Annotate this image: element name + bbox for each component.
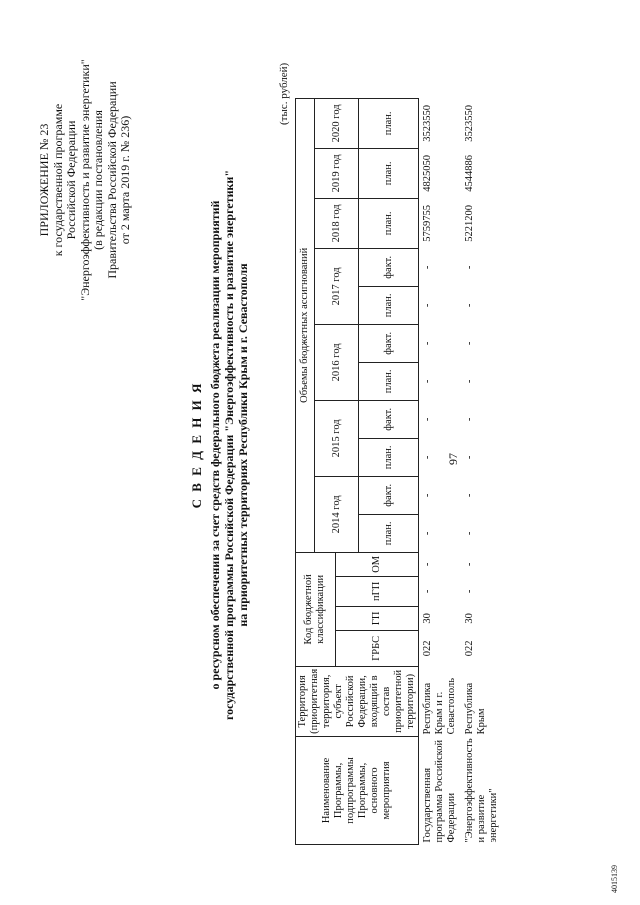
header-gp: ГП xyxy=(335,606,419,630)
header-plan: план. xyxy=(359,362,419,400)
document-code: 4015139 xyxy=(610,865,619,893)
header-pgp: пГП xyxy=(335,576,419,606)
appendix-line: к государственной программе xyxy=(50,103,65,257)
appendix-line: Российской Федерации xyxy=(64,120,78,240)
row-pgp: - xyxy=(464,589,475,594)
row-grbs: 022 xyxy=(464,640,475,657)
header-name: Наименование Программы, подпрограммы Программы, основного мероприятия xyxy=(296,736,419,844)
row-om: - xyxy=(464,562,475,567)
header-code: Код бюджетной классификации xyxy=(296,552,336,666)
header-plan: план. xyxy=(359,286,419,324)
page-number: 97 xyxy=(446,453,460,465)
row-value: - xyxy=(464,455,475,460)
table-row xyxy=(419,98,461,844)
row-value: - xyxy=(422,417,433,422)
header-territory: Территория (приоритетная территория, субъект Российской Федерации, входящий в состав приоритетной территории) xyxy=(296,666,419,736)
appendix-line: от 2 марта 2019 г. № 236) xyxy=(118,115,132,245)
units-note: (тыс. рублей) xyxy=(278,62,290,125)
row-name: Государственная программа Российской Федерации xyxy=(422,739,457,843)
header-fact: факт. xyxy=(359,476,419,514)
row-value: - xyxy=(464,531,475,536)
header-plan: план. xyxy=(359,198,419,248)
header-volumes: Объемы бюджетных ассигнований xyxy=(296,98,315,552)
appendix-line: Правительства Российской Федерации xyxy=(104,81,119,279)
row-value: - xyxy=(464,303,475,308)
row-value: - xyxy=(422,379,433,384)
title-line: о ресурсном обеспечении за счет средств федерального бюджета реализации мероприятий xyxy=(208,200,222,690)
header-year: 2017 год xyxy=(315,248,359,324)
row-value: - xyxy=(464,493,475,498)
row-value: 5221200 xyxy=(464,204,475,242)
row-value: - xyxy=(422,493,433,498)
row-territory: Республика Крым xyxy=(464,682,487,735)
title-line: государственной программы Российской Федерации "Энергоэффективность и развитие энергетики" xyxy=(222,170,236,720)
row-value: - xyxy=(422,531,433,536)
header-plan: план. xyxy=(359,438,419,476)
header-fact: факт. xyxy=(359,324,419,362)
header-year: 2019 год xyxy=(315,148,359,198)
row-name: "Энергоэффективность и развитие энергетики" xyxy=(464,738,499,843)
row-value: - xyxy=(422,265,433,270)
header-fact: факт. xyxy=(359,248,419,286)
row-value: - xyxy=(464,417,475,422)
row-value: - xyxy=(422,341,433,346)
row-grbs: 022 xyxy=(422,640,433,657)
header-year: 2018 год xyxy=(315,198,359,248)
row-om: - xyxy=(422,562,433,567)
title-heading: С В Е Д Е Н И Я xyxy=(189,381,204,509)
header-grbs: ГРБС xyxy=(335,630,419,666)
header-year: 2020 год xyxy=(315,98,359,148)
row-gp: 30 xyxy=(464,613,475,624)
row-value: - xyxy=(422,455,433,460)
appendix-line: "Энергоэффективность и развитие энергетики" xyxy=(77,59,92,301)
row-value: - xyxy=(464,379,475,384)
row-pgp: - xyxy=(422,589,433,594)
row-value: 4544886 xyxy=(464,154,475,192)
title-line: на приоритетных территориях Республики Крым и г. Севастополя xyxy=(236,263,250,627)
header-year: 2016 год xyxy=(315,324,359,400)
row-value: 4825050 xyxy=(422,154,433,192)
header-plan: план. xyxy=(359,98,419,148)
header-plan: план. xyxy=(359,514,419,552)
appendix-block xyxy=(38,15,133,345)
header-fact: факт. xyxy=(359,400,419,438)
appendix-line: ПРИЛОЖЕНИЕ № 23 xyxy=(37,123,51,237)
row-gp: 30 xyxy=(422,613,433,624)
row-value: - xyxy=(464,341,475,346)
table-row xyxy=(461,98,503,844)
header-plan: план. xyxy=(359,148,419,198)
row-territory: Республика Крым и г. Севастополь xyxy=(422,677,457,735)
header-om: ОМ xyxy=(335,552,419,576)
header-year: 2015 год xyxy=(315,400,359,476)
document-title xyxy=(190,105,250,785)
row-value: 3523550 xyxy=(464,104,475,142)
row-value: 3523550 xyxy=(422,104,433,142)
row-value: - xyxy=(422,303,433,308)
budget-table xyxy=(295,98,503,845)
appendix-line: (в редакции постановления xyxy=(91,110,105,250)
header-year: 2014 год xyxy=(315,476,359,552)
row-value: 5759755 xyxy=(422,204,433,242)
row-value: - xyxy=(464,265,475,270)
